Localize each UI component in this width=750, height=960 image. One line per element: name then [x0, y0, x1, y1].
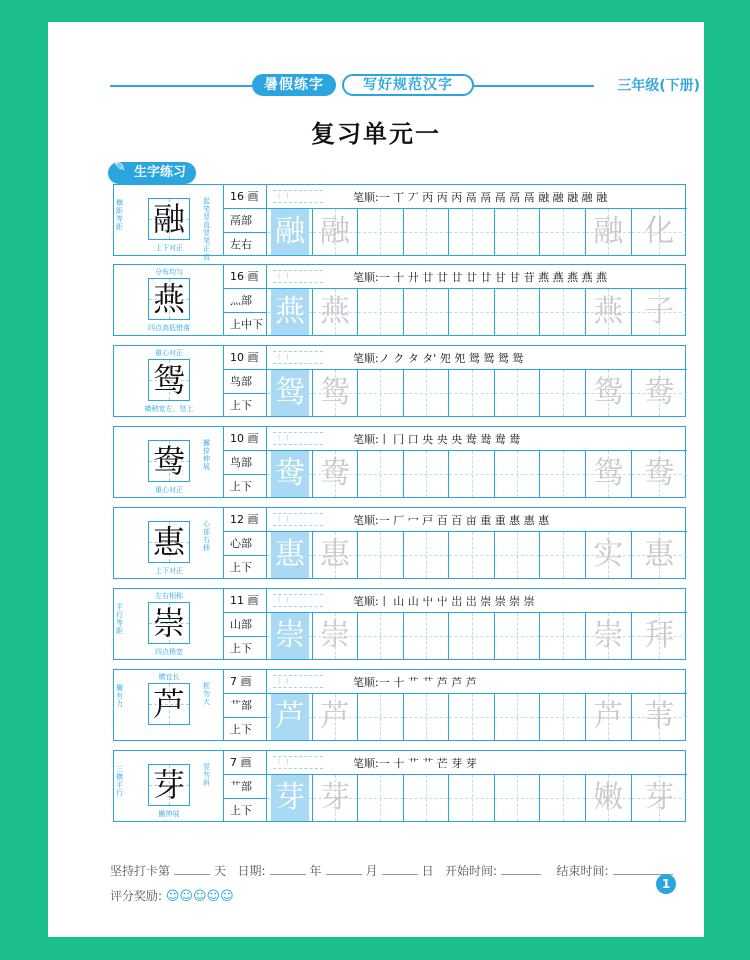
tip-right: 框勿大 [203, 682, 210, 706]
writing-cell[interactable] [540, 613, 586, 659]
writing-cell [313, 370, 359, 416]
stroke-sequence: 丨 冂 口 央 央 央 鸯 鸯 鸯 鸯 [378, 433, 521, 446]
model-char-cell [148, 278, 190, 320]
tip-right: 撇捺伸展 [203, 439, 210, 471]
practice-row [113, 184, 686, 261]
pinyin-field[interactable] [273, 351, 323, 364]
pinyin-field[interactable] [273, 675, 323, 688]
tip-right: 竖勿斜 [203, 763, 210, 787]
word-char-2: 苇 [644, 699, 675, 734]
model-char-cell [148, 198, 190, 240]
practice-row [113, 669, 686, 741]
writing-cell[interactable] [358, 370, 404, 416]
stroke-order [353, 269, 607, 285]
writing-cell[interactable] [495, 532, 541, 578]
model-char-cell [148, 683, 190, 725]
writing-cell[interactable] [449, 694, 495, 740]
writing-cell[interactable] [404, 289, 450, 335]
pinyin-hint: ( ) [277, 677, 290, 685]
writing-cell [267, 694, 313, 740]
year-unit: 年 [309, 864, 322, 878]
model-char: 鸯 [152, 442, 185, 480]
stroke-order-bar [267, 751, 687, 775]
char-info [224, 508, 267, 578]
word-char-2: 鸯 [644, 375, 675, 410]
pinyin-field[interactable] [273, 756, 323, 769]
word-char-2: 惠 [644, 537, 675, 572]
model-char-cell [148, 602, 190, 644]
tip-bottom: 四点高低错落 [148, 324, 190, 332]
writing-cell[interactable] [495, 613, 541, 659]
char-info [224, 185, 267, 255]
writing-cell[interactable] [540, 451, 586, 497]
writing-cell [586, 694, 632, 740]
writing-cell [586, 209, 632, 255]
writing-cell [586, 289, 632, 335]
tip-right: 起笔竖直 竖笔正直 [203, 197, 210, 261]
structure: 上下 [230, 723, 252, 736]
pinyin-field[interactable] [273, 190, 323, 203]
writing-cell [632, 451, 687, 497]
radical: 鸟部 [224, 451, 266, 475]
trace-char: 鸳 [319, 375, 350, 410]
writing-cell[interactable] [495, 370, 541, 416]
model-char: 鸳 [152, 361, 185, 399]
pen-icon: ✎ [114, 159, 126, 175]
word-char-2: 芽 [644, 780, 675, 815]
pinyin-hint: ( ) [277, 758, 290, 766]
stroke-order [353, 189, 607, 205]
tip-right: 心部右移 [203, 520, 210, 552]
model-char-box [114, 185, 224, 261]
writing-cell[interactable] [404, 451, 450, 497]
section-tag [108, 159, 196, 184]
trace-char-highlight: 鸳 [271, 370, 309, 416]
trace-char-highlight: 鸯 [271, 451, 309, 497]
model-char: 融 [152, 200, 185, 238]
pinyin-hint: ( ) [277, 272, 290, 280]
practice-row [113, 588, 686, 660]
stroke-count: 16 画 [224, 265, 266, 289]
trace-char-highlight: 芦 [271, 694, 309, 740]
stroke-order [353, 431, 520, 447]
model-char-box [114, 670, 224, 740]
stroke-order [353, 674, 477, 690]
month-unit: 月 [365, 864, 378, 878]
tip-bottom: 重心对正 [155, 486, 183, 494]
reward-label: 评分奖励: [110, 889, 163, 903]
writing-cell [586, 451, 632, 497]
word-char-1: 燕 [593, 294, 624, 329]
writing-cell [267, 775, 313, 821]
stroke-order-bar [267, 346, 687, 370]
word-char-2: 子 [644, 294, 675, 329]
word-char-2: 拜 [644, 618, 675, 653]
writing-grid [267, 694, 687, 740]
word-char-1: 实 [593, 537, 624, 572]
structure: 上下 [230, 642, 252, 655]
year-blank[interactable] [270, 863, 306, 875]
writing-cell[interactable] [358, 775, 404, 821]
stroke-sequence: 一 十 艹 艹 芒 芽 芽 [378, 757, 477, 770]
model-char-cell [148, 521, 190, 563]
tip-bottom: 四点稍宽 [155, 648, 183, 656]
writing-cell [313, 613, 359, 659]
stroke-count: 12 画 [224, 508, 266, 532]
structure: 左右 [230, 238, 252, 251]
radical: 心部 [224, 532, 266, 556]
tip-bottom: 上下对正 [155, 567, 183, 575]
stroke-label: 笔顺: [353, 271, 379, 284]
date-label: 日期: [237, 864, 266, 878]
writing-grid [267, 775, 687, 821]
writing-cell [632, 775, 687, 821]
writing-cell [632, 532, 687, 578]
writing-cell[interactable] [449, 370, 495, 416]
stroke-sequence: ノ ク タ タ' 夗 夗 鸳 鸳 鸳 鸳 [378, 352, 524, 365]
tip-top: 横宜长 [158, 673, 180, 681]
practice-row [113, 507, 686, 579]
pinyin-field[interactable] [273, 432, 323, 445]
model-char: 崇 [152, 604, 185, 642]
model-char: 芦 [152, 685, 185, 723]
writing-cell[interactable] [404, 613, 450, 659]
writing-cell[interactable] [358, 694, 404, 740]
start-time-blank[interactable] [501, 863, 541, 875]
month-blank[interactable] [326, 863, 362, 875]
tip-bottom: 上下对正 [155, 244, 183, 252]
stroke-order-bar [267, 265, 687, 289]
writing-cell[interactable] [404, 694, 450, 740]
writing-cell [313, 532, 359, 578]
header-pill-write: 写好规范汉字 [342, 74, 474, 96]
trace-char: 崇 [319, 618, 350, 653]
writing-grid [267, 209, 687, 255]
char-info [224, 427, 267, 497]
trace-char-highlight: 融 [271, 209, 309, 255]
trace-char-highlight: 崇 [271, 613, 309, 659]
radical: 鸟部 [224, 370, 266, 394]
start-time-label: 开始时间: [445, 864, 498, 878]
stroke-order-bar [267, 185, 687, 209]
stroke-count: 16 画 [224, 185, 266, 209]
model-char-cell [148, 440, 190, 482]
writing-cell[interactable] [404, 209, 450, 255]
tip-left: 横距等距 [116, 199, 123, 231]
writing-cell [267, 370, 313, 416]
writing-cell [632, 289, 687, 335]
day-blank[interactable] [174, 863, 210, 875]
tip-top: 分布均匀 [155, 268, 183, 276]
stroke-label: 笔顺: [353, 757, 379, 770]
writing-cell[interactable] [495, 451, 541, 497]
char-info [224, 346, 267, 416]
model-char-cell [148, 764, 190, 806]
page-title: 复习单元一 [311, 119, 441, 148]
stroke-label: 笔顺: [353, 676, 379, 689]
tip-left: 平行等距 [116, 603, 123, 635]
char-info [224, 265, 267, 335]
stroke-label: 笔顺: [353, 433, 379, 446]
writing-grid [267, 289, 687, 335]
practice-row [113, 264, 686, 336]
practice-row [113, 426, 686, 498]
char-info [224, 670, 267, 740]
stroke-sequence: 一 厂 冖 戸 百 百 亩 重 重 惠 惠 惠 [378, 514, 550, 527]
writing-cell[interactable] [449, 451, 495, 497]
writing-cell[interactable] [495, 209, 541, 255]
header-pill-summer: 暑假练字 [252, 74, 336, 96]
writing-cell[interactable] [540, 209, 586, 255]
writing-cell [267, 613, 313, 659]
tip-bottom: 撇伸展 [158, 810, 180, 818]
stroke-order [353, 350, 523, 366]
section-label: 生字练习 [134, 165, 187, 180]
pinyin-hint: ( ) [277, 192, 290, 200]
trace-char: 芦 [319, 699, 350, 734]
model-char-box [114, 589, 224, 659]
writing-cell [586, 775, 632, 821]
trace-char: 鸯 [319, 456, 350, 491]
model-char-box [114, 427, 224, 497]
writing-cell[interactable] [449, 289, 495, 335]
writing-cell[interactable] [540, 532, 586, 578]
word-char-1: 鸳 [593, 456, 624, 491]
model-char: 惠 [152, 523, 185, 561]
worksheet-page [48, 22, 704, 937]
stroke-order [353, 755, 477, 771]
end-time-label: 结束时间: [556, 864, 609, 878]
writing-cell [313, 451, 359, 497]
tip-top: 重心对正 [155, 349, 183, 357]
writing-cell[interactable] [358, 209, 404, 255]
model-char-cell [148, 359, 190, 401]
writing-cell [267, 209, 313, 255]
radical: 灬部 [224, 289, 266, 313]
stroke-order-bar [267, 589, 687, 613]
writing-cell [586, 370, 632, 416]
stroke-sequence: 一 丅 丆 丙 丙 丙 鬲 鬲 鬲 鬲 鬲 融 融 融 融 融 [378, 191, 608, 204]
structure: 上下 [230, 399, 252, 412]
model-char-box [114, 751, 224, 821]
writing-cell[interactable] [449, 209, 495, 255]
date-blank[interactable] [382, 863, 418, 875]
writing-cell [267, 532, 313, 578]
writing-cell[interactable] [449, 532, 495, 578]
model-char-box [114, 265, 224, 335]
trace-char: 芽 [319, 780, 350, 815]
writing-cell [632, 209, 687, 255]
structure: 上下 [230, 480, 252, 493]
stroke-count: 11 画 [224, 589, 266, 613]
writing-cell [267, 451, 313, 497]
writing-cell [632, 694, 687, 740]
model-char-box [114, 508, 224, 578]
writing-cell[interactable] [495, 289, 541, 335]
smiley-icons[interactable] [166, 889, 236, 903]
writing-cell[interactable] [540, 775, 586, 821]
stroke-label: 笔顺: [353, 191, 379, 204]
stroke-order-bar [267, 508, 687, 532]
tip-left: 撇有力 [116, 684, 123, 708]
trace-char: 燕 [319, 294, 350, 329]
trace-char-highlight: 燕 [271, 289, 309, 335]
writing-cell [267, 289, 313, 335]
reward-line [110, 887, 236, 904]
word-char-1: 嫩 [593, 780, 624, 815]
writing-cell [313, 289, 359, 335]
day-unit: 天 [214, 864, 227, 878]
word-char-2: 化 [644, 214, 675, 249]
practice-row [113, 750, 686, 822]
writing-cell[interactable] [495, 775, 541, 821]
char-info [224, 751, 267, 821]
stroke-label: 笔顺: [353, 352, 379, 365]
writing-cell[interactable] [540, 694, 586, 740]
writing-cell[interactable] [404, 370, 450, 416]
stroke-order [353, 593, 535, 609]
word-char-2: 鸯 [644, 456, 675, 491]
stroke-label: 笔顺: [353, 595, 379, 608]
header-rule-left [110, 85, 252, 87]
stroke-sequence: 一 十 艹 艹 芦 芦 芦 [378, 676, 477, 689]
writing-cell [586, 532, 632, 578]
grade-label: 三年级(下册) [617, 78, 700, 94]
writing-cell [586, 613, 632, 659]
pinyin-field[interactable] [273, 513, 323, 526]
pinyin-field[interactable] [273, 270, 323, 283]
writing-cell [313, 209, 359, 255]
writing-grid [267, 613, 687, 659]
stroke-order-bar [267, 427, 687, 451]
tip-bottom: 横稍宽左、竖上 [144, 405, 194, 413]
radical: 鬲部 [224, 209, 266, 233]
model-char: 燕 [152, 280, 185, 318]
day-of-month-unit: 日 [421, 864, 434, 878]
stroke-label: 笔顺: [353, 514, 379, 527]
writing-cell[interactable] [495, 694, 541, 740]
stroke-order-bar [267, 670, 687, 694]
pinyin-hint: ( ) [277, 353, 290, 361]
word-char-1: 融 [593, 214, 624, 249]
writing-cell[interactable] [358, 289, 404, 335]
pinyin-hint: ( ) [277, 596, 290, 604]
writing-cell[interactable] [404, 532, 450, 578]
model-char: 芽 [152, 766, 185, 804]
writing-cell [632, 613, 687, 659]
trace-char: 惠 [319, 537, 350, 572]
trace-char-highlight: 惠 [271, 532, 309, 578]
writing-grid [267, 370, 687, 416]
writing-cell[interactable] [449, 775, 495, 821]
word-char-1: 崇 [593, 618, 624, 653]
writing-cell [313, 775, 359, 821]
stroke-order [353, 512, 549, 528]
checkin-label: 坚持打卡第 [110, 864, 171, 878]
writing-cell [632, 370, 687, 416]
checkin-line [110, 862, 677, 879]
model-char-box [114, 346, 224, 416]
radical: 艹部 [224, 694, 266, 718]
radical: 山部 [224, 613, 266, 637]
writing-grid [267, 451, 687, 497]
writing-cell[interactable] [449, 613, 495, 659]
pinyin-hint: ( ) [277, 515, 290, 523]
practice-row [113, 345, 686, 417]
tip-top: 左右相称 [155, 592, 183, 600]
stroke-sequence: 丨 山 山 屮 屮 岀 岀 崇 崇 崇 崇 [378, 595, 535, 608]
writing-cell[interactable] [540, 289, 586, 335]
structure: 上下 [230, 561, 252, 574]
radical: 艹部 [224, 775, 266, 799]
tip-left: 三横平行 [116, 765, 123, 797]
stroke-count: 10 画 [224, 427, 266, 451]
stroke-count: 7 画 [224, 670, 266, 694]
smiley-icon[interactable]: ☺☺☺☺☺ [165, 889, 234, 904]
pinyin-hint: ( ) [277, 434, 290, 442]
writing-grid [267, 532, 687, 578]
writing-cell [313, 694, 359, 740]
writing-cell[interactable] [358, 451, 404, 497]
writing-cell[interactable] [358, 613, 404, 659]
header-rule-right [474, 85, 594, 87]
stroke-sequence: 一 十 廾 廿 廿 廿 廿 廿 甘 甘 苷 燕 燕 燕 燕 燕 [378, 271, 608, 284]
stroke-count: 7 画 [224, 751, 266, 775]
stroke-count: 10 画 [224, 346, 266, 370]
writing-cell[interactable] [358, 532, 404, 578]
page-header [110, 74, 700, 98]
trace-char: 融 [319, 214, 350, 249]
trace-char-highlight: 芽 [271, 775, 309, 821]
structure: 上下 [230, 804, 252, 817]
writing-cell[interactable] [540, 370, 586, 416]
writing-cell[interactable] [404, 775, 450, 821]
char-info [224, 589, 267, 659]
page-number: 1 [656, 874, 676, 894]
word-char-1: 芦 [593, 699, 624, 734]
word-char-1: 鸳 [593, 375, 624, 410]
pinyin-field[interactable] [273, 594, 323, 607]
structure: 上中下 [230, 318, 263, 331]
